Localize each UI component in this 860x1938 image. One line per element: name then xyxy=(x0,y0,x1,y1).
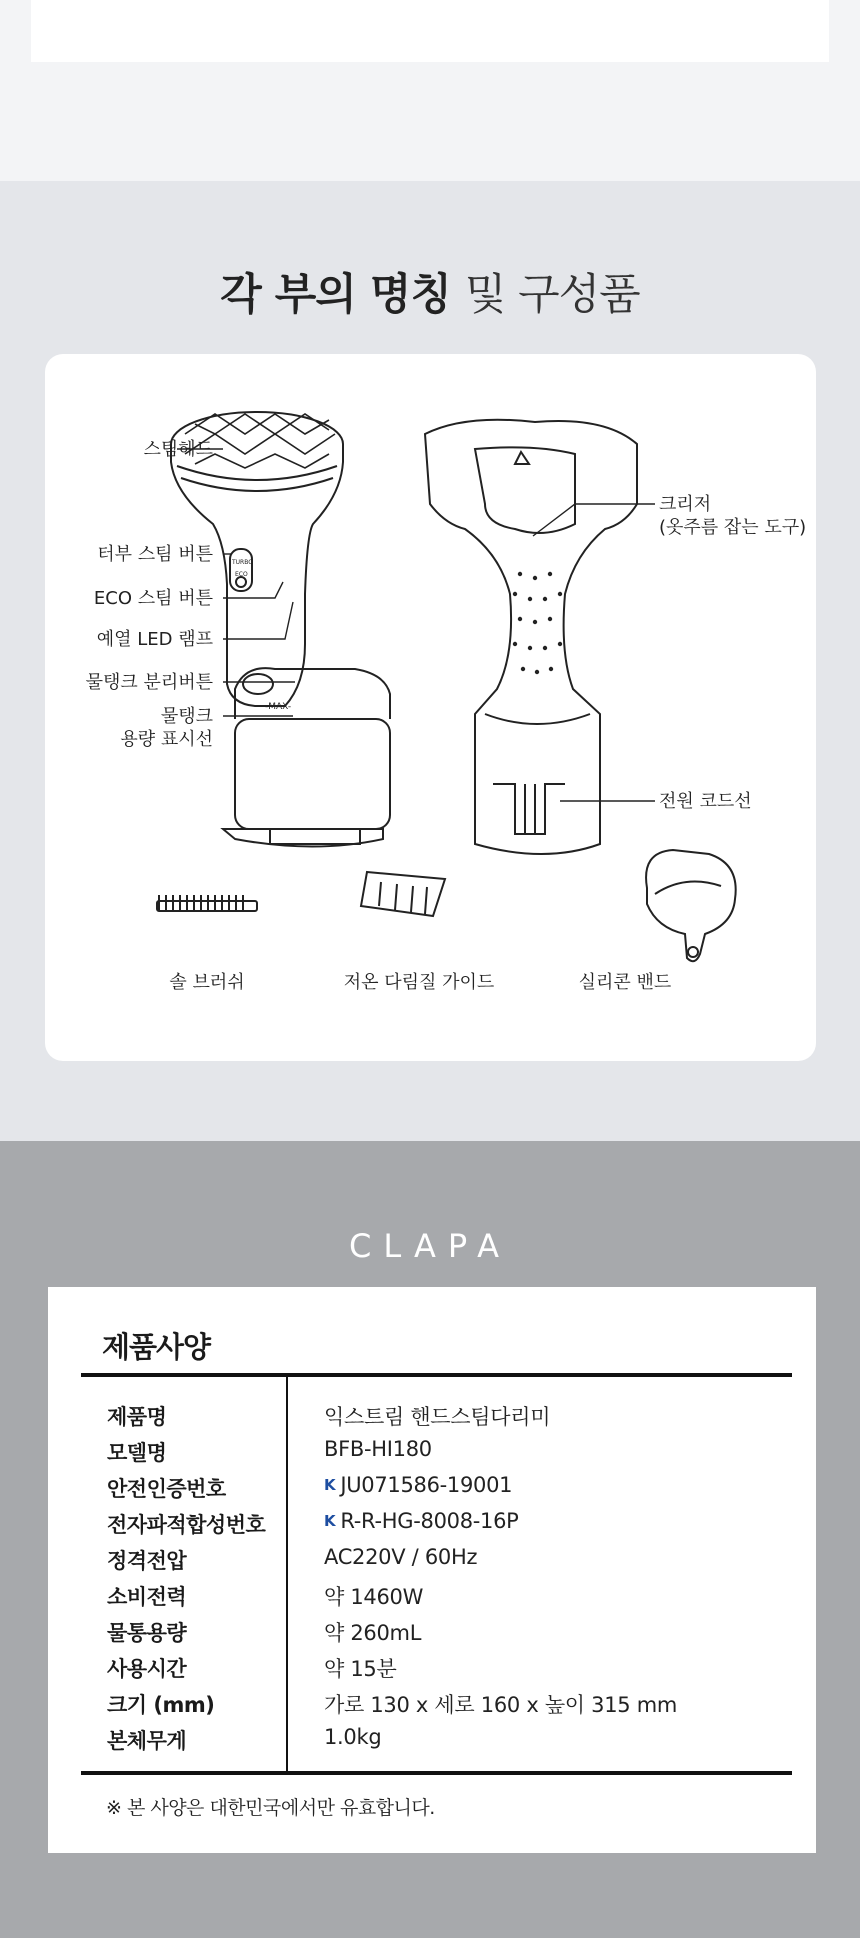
spec-row xyxy=(81,1685,792,1721)
silicone-band-drawing xyxy=(646,850,736,961)
parts-illustration xyxy=(45,354,816,1061)
spec-key: 물통용량 xyxy=(107,1621,187,1645)
spec-key: 안전인증번호 xyxy=(107,1477,226,1501)
label-creaser-1: 크리저 xyxy=(659,494,712,515)
label-steam-head: 스팀헤드 xyxy=(143,439,213,460)
spec-table xyxy=(81,1373,792,1775)
spec-key: 정격전압 xyxy=(107,1549,187,1573)
spec-card xyxy=(48,1287,816,1853)
spec-value: JU071586-19001 xyxy=(340,1473,513,1497)
spec-key: 본체무게 xyxy=(107,1729,187,1753)
spec-value-wrapper xyxy=(324,1509,519,1533)
spec-row xyxy=(81,1397,792,1433)
spec-note: ※ 본 사양은 대한민국에서만 유효합니다. xyxy=(106,1797,435,1819)
accessory-label-brush: 솔 브러쉬 xyxy=(169,972,245,993)
brand-logo: CLAPA xyxy=(349,1227,511,1265)
spec-key: 크기 (mm) xyxy=(107,1693,215,1717)
spec-key: 소비전력 xyxy=(107,1585,187,1609)
parts-card xyxy=(45,354,816,1061)
spec-value: 약 260mL xyxy=(324,1621,422,1645)
kc-certification-icon: K xyxy=(324,1476,336,1494)
spec-value: 가로 130 x 세로 160 x 높이 315 mm xyxy=(324,1693,678,1717)
eco-mark: ECO xyxy=(235,571,248,578)
max-mark: -MAX- xyxy=(265,702,292,712)
label-tank-gauge-1: 물탱크 xyxy=(160,706,213,727)
spec-row xyxy=(81,1541,792,1577)
label-power-cord: 전원 코드선 xyxy=(659,791,752,812)
top-band xyxy=(0,0,860,181)
spec-value-wrapper xyxy=(324,1473,512,1497)
spec-value: 약 15분 xyxy=(324,1657,397,1681)
spec-row xyxy=(81,1613,792,1649)
back-steamer-drawing xyxy=(425,420,637,854)
spec-key: 사용시간 xyxy=(107,1657,187,1681)
label-eco-button: ECO 스팀 버튼 xyxy=(93,588,213,609)
parts-title-bold: 각 부의 명칭 xyxy=(220,270,451,320)
label-tank-gauge-2: 용량 표시선 xyxy=(120,729,213,750)
guide-drawing xyxy=(361,872,445,916)
spec-value: 1.0kg xyxy=(324,1725,382,1749)
spec-row xyxy=(81,1505,792,1541)
spec-value: 약 1460W xyxy=(324,1585,424,1609)
label-turbo-button: 터부 스팀 버튼 xyxy=(97,544,213,565)
brush-drawing xyxy=(157,895,257,911)
spec-key: 모델명 xyxy=(107,1441,167,1465)
spec-row xyxy=(81,1721,792,1757)
spec-value: R-R-HG-8008-16P xyxy=(340,1509,519,1533)
label-preheat-led: 예열 LED 램프 xyxy=(96,629,213,650)
spec-key: 제품명 xyxy=(107,1405,167,1429)
spec-section xyxy=(0,1141,860,1938)
spec-value: 익스트림 핸드스팀다리미 xyxy=(324,1405,551,1429)
spec-row xyxy=(81,1433,792,1469)
label-tank-release: 물탱크 분리버튼 xyxy=(85,672,213,693)
accessory-label-guide: 저온 다림질 가이드 xyxy=(343,972,495,993)
spec-row xyxy=(81,1469,792,1505)
turbo-mark: TURBO xyxy=(232,559,253,566)
top-card xyxy=(31,0,829,62)
spec-title: 제품사양 xyxy=(102,1330,211,1364)
accessory-label-silicone-band: 실리콘 밴드 xyxy=(578,972,672,993)
spec-value: AC220V / 60Hz xyxy=(324,1545,478,1569)
spec-row xyxy=(81,1577,792,1613)
label-creaser-2: (옷주름 잡는 도구) xyxy=(659,517,807,538)
parts-section xyxy=(0,181,860,1141)
parts-title-light: 및 구성품 xyxy=(464,270,640,320)
spec-value: BFB-HI180 xyxy=(324,1437,432,1461)
parts-title xyxy=(0,261,860,322)
kc-certification-icon: K xyxy=(324,1512,336,1530)
spec-row xyxy=(81,1649,792,1685)
spec-key: 전자파적합성번호 xyxy=(107,1513,266,1537)
